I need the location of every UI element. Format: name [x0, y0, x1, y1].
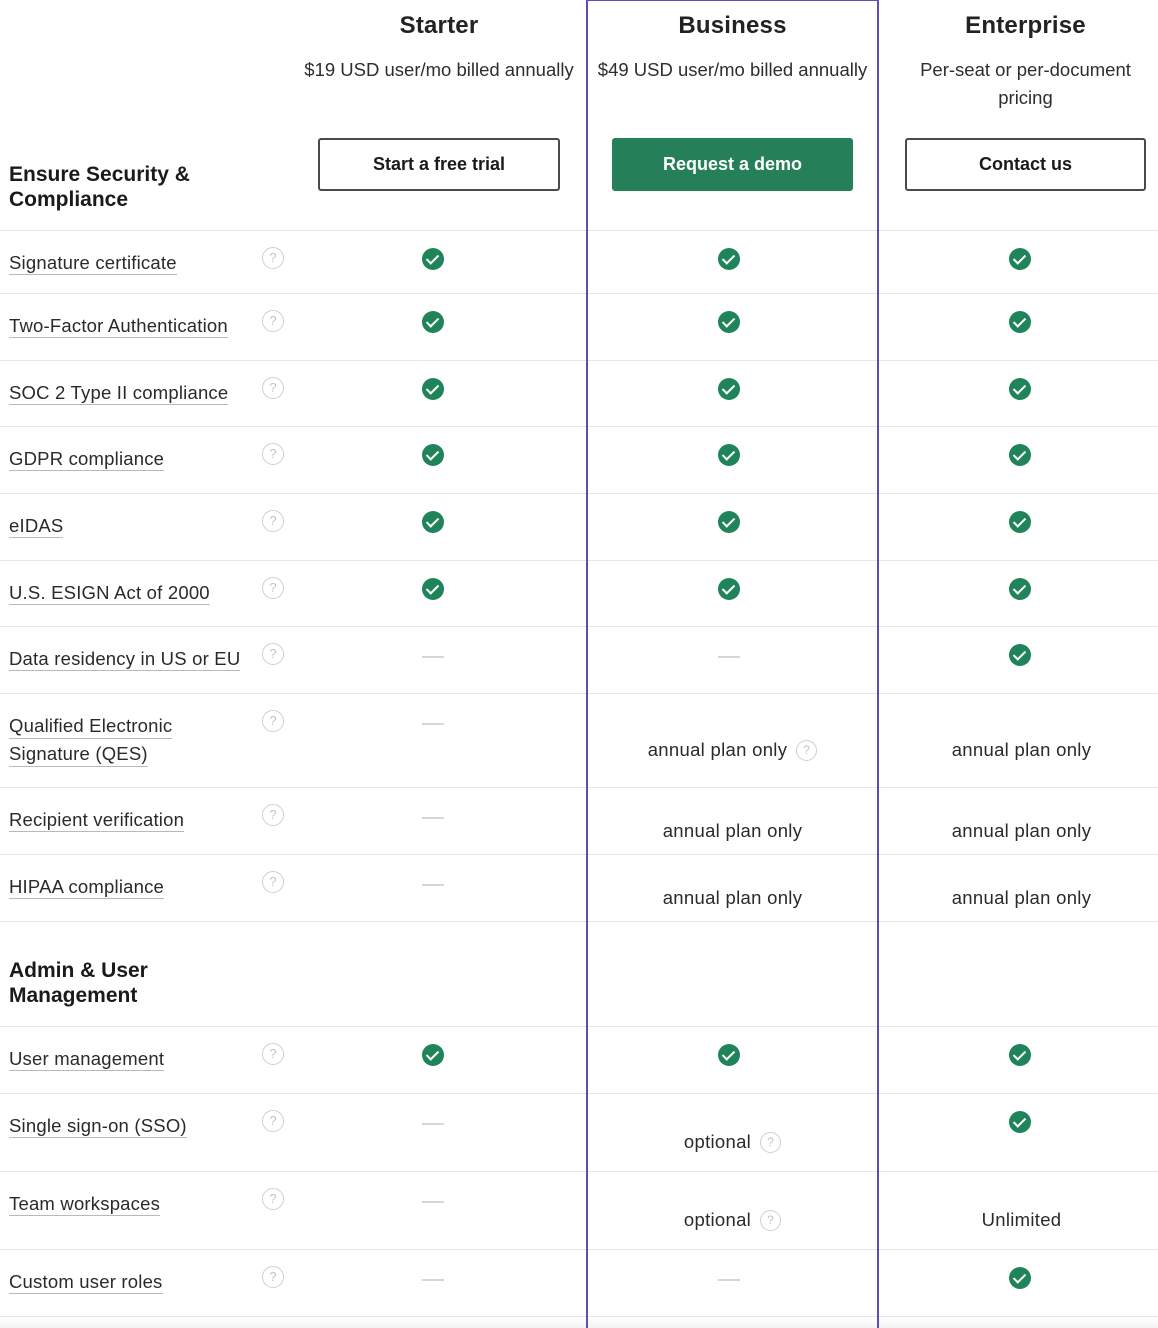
plan-cell [586, 294, 879, 360]
plan-cell [290, 1172, 582, 1249]
help-icon[interactable]: ? [262, 1110, 284, 1132]
feature-label-text[interactable]: Recipient verification [9, 809, 185, 830]
feature-label[interactable] [9, 1190, 254, 1218]
table-row [0, 1093, 1158, 1171]
table-row [0, 1026, 1158, 1093]
check-icon [718, 248, 740, 270]
feature-label-text[interactable]: U.S. ESIGN Act of 2000 [9, 582, 210, 603]
feature-label-text[interactable]: Custom user roles [9, 1271, 163, 1292]
start-free-trial-button[interactable]: Start a free trial [318, 138, 560, 191]
feature-label[interactable] [9, 806, 254, 834]
cell-text [648, 713, 818, 787]
plan-cell [879, 427, 1158, 493]
help-icon[interactable]: ? [262, 443, 284, 465]
check-icon [422, 311, 444, 333]
table-row [0, 560, 1158, 626]
cell-value: annual plan only [662, 819, 803, 841]
check-icon [1009, 1111, 1031, 1133]
check-icon [422, 248, 444, 270]
check-icon [1009, 1044, 1031, 1066]
bottom-divider [0, 1316, 1158, 1328]
check-icon [1009, 444, 1031, 466]
cell-value: annual plan only [662, 886, 803, 908]
help-icon[interactable]: ? [262, 710, 284, 732]
plan-cell [586, 1172, 879, 1249]
table-row [0, 493, 1158, 560]
plan-cell [879, 361, 1158, 426]
section-divider [0, 921, 1158, 922]
feature-label[interactable] [9, 512, 254, 540]
table-row [0, 230, 1158, 293]
cell-value: optional [683, 1131, 752, 1152]
check-icon [422, 578, 444, 600]
check-icon [422, 378, 444, 400]
cell-text [663, 807, 803, 854]
plan-cell [879, 231, 1158, 293]
table-row [0, 1171, 1158, 1249]
help-icon[interactable]: ? [262, 510, 284, 532]
help-icon[interactable]: ? [262, 577, 284, 599]
plan-cell [879, 627, 1158, 693]
plan-cell [879, 1027, 1158, 1093]
help-icon[interactable]: ? [262, 871, 284, 893]
table-row [0, 360, 1158, 426]
feature-label-text[interactable]: Qualified Electronic Signature (QES) [9, 715, 173, 764]
cell-text [982, 1191, 1062, 1249]
help-icon[interactable]: ? [262, 1188, 284, 1210]
check-icon [718, 578, 740, 600]
plan-cell [879, 1172, 1158, 1249]
dash-icon [718, 1279, 740, 1281]
check-icon [1009, 311, 1031, 333]
cell-text [952, 713, 1092, 787]
plan-cell [586, 1250, 879, 1316]
section-title-admin: Admin & User Management [9, 959, 148, 1007]
cell-value: annual plan only [951, 886, 1092, 908]
plan-header-starter [292, 0, 586, 200]
help-icon[interactable]: ? [796, 740, 817, 761]
feature-label[interactable] [9, 712, 254, 768]
plan-cell [879, 1250, 1158, 1316]
check-icon [1009, 644, 1031, 666]
table-row [0, 693, 1158, 787]
plan-cell [586, 1094, 879, 1171]
plan-cell [879, 694, 1158, 787]
plan-cell [290, 494, 582, 560]
dash-icon [422, 884, 444, 886]
cell-value: annual plan only [951, 819, 1092, 841]
plan-cell [290, 1027, 582, 1093]
help-icon[interactable]: ? [262, 247, 284, 269]
table-row [0, 293, 1158, 360]
plan-price: Per-seat or per-document pricing [920, 59, 1131, 108]
cell-value: annual plan only [647, 739, 788, 760]
dash-icon [422, 1201, 444, 1203]
plan-cell [586, 427, 879, 493]
table-row [0, 426, 1158, 493]
check-icon [718, 378, 740, 400]
check-icon [422, 511, 444, 533]
plan-header-enterprise [879, 0, 1158, 200]
feature-label[interactable] [9, 249, 254, 277]
table-row [0, 626, 1158, 693]
cell-text [952, 874, 1092, 921]
help-icon[interactable]: ? [262, 310, 284, 332]
check-icon [718, 1044, 740, 1066]
feature-label[interactable] [9, 873, 254, 901]
plan-cell [879, 1094, 1158, 1171]
plan-name: Business [678, 12, 787, 39]
dash-icon [422, 723, 444, 725]
plan-cell [290, 627, 582, 693]
cell-value: annual plan only [951, 739, 1092, 760]
plan-cell [290, 788, 582, 854]
plan-cell [879, 855, 1158, 921]
plan-cell [879, 561, 1158, 626]
plan-cell [290, 694, 582, 787]
check-icon [1009, 378, 1031, 400]
feature-label[interactable] [9, 1045, 254, 1073]
feature-label-text[interactable]: eIDAS [9, 515, 64, 536]
feature-label[interactable] [9, 379, 254, 407]
check-icon [1009, 511, 1031, 533]
plan-cell [586, 231, 879, 293]
plan-cell [290, 427, 582, 493]
plan-cell [879, 494, 1158, 560]
plan-cell [290, 1094, 582, 1171]
plan-cell [586, 788, 879, 854]
help-icon[interactable]: ? [262, 1266, 284, 1288]
plan-cell [586, 855, 879, 921]
check-icon [1009, 248, 1031, 270]
plan-price: $19 USD user/mo billed annually [304, 59, 574, 80]
plan-cell [586, 561, 879, 626]
feature-label[interactable] [9, 645, 254, 673]
plan-cell [290, 361, 582, 426]
feature-label[interactable] [9, 579, 254, 607]
cell-value: optional [683, 1209, 752, 1230]
plan-cell [879, 788, 1158, 854]
dash-icon [422, 656, 444, 658]
feature-label-text[interactable]: HIPAA compliance [9, 876, 165, 897]
plan-cell [586, 494, 879, 560]
help-icon[interactable]: ? [262, 804, 284, 826]
dash-icon [422, 1279, 444, 1281]
feature-label[interactable] [9, 1268, 254, 1296]
cell-text [684, 1191, 781, 1249]
plan-cell [586, 361, 879, 426]
plan-cell [290, 1250, 582, 1316]
check-icon [718, 311, 740, 333]
plan-cell [586, 1027, 879, 1093]
plan-cell [290, 855, 582, 921]
feature-label-text[interactable]: User management [9, 1048, 165, 1069]
plan-name: Starter [399, 12, 479, 39]
feature-label-text[interactable]: SOC 2 Type II compliance [9, 382, 229, 403]
section-title-security: Ensure Security & Compliance [9, 163, 190, 211]
feature-label-text[interactable]: Data residency in US or EU [9, 648, 241, 669]
dash-icon [422, 817, 444, 819]
plan-cell [290, 561, 582, 626]
check-icon [718, 444, 740, 466]
cell-value: Unlimited [981, 1209, 1062, 1230]
plan-cell [586, 627, 879, 693]
cell-text [952, 807, 1092, 854]
plan-header-business [586, 0, 879, 200]
plan-name: Enterprise [965, 12, 1086, 39]
plan-cell [879, 294, 1158, 360]
plan-cell [290, 294, 582, 360]
help-icon[interactable]: ? [262, 377, 284, 399]
contact-us-button[interactable]: Contact us [905, 138, 1146, 191]
feature-label-text[interactable]: Two-Factor Authentication [9, 315, 228, 336]
table-row [0, 787, 1158, 854]
table-row [0, 1249, 1158, 1316]
check-icon [1009, 1267, 1031, 1289]
plan-cell [586, 694, 879, 787]
cell-text [663, 874, 803, 921]
help-icon[interactable]: ? [262, 643, 284, 665]
feature-label-text[interactable]: Signature certificate [9, 252, 177, 273]
feature-label-text[interactable]: Single sign-on (SSO) [9, 1115, 187, 1136]
feature-label-text[interactable]: Team workspaces [9, 1193, 161, 1214]
feature-label-text[interactable]: GDPR compliance [9, 448, 165, 469]
request-demo-button[interactable]: Request a demo [612, 138, 853, 191]
feature-label[interactable] [9, 445, 254, 473]
cell-text [684, 1113, 781, 1171]
check-icon [1009, 578, 1031, 600]
dash-icon [422, 1123, 444, 1125]
check-icon [422, 444, 444, 466]
plan-cell [290, 231, 582, 293]
help-icon[interactable]: ? [760, 1132, 781, 1153]
plan-price: $49 USD user/mo billed annually [597, 59, 868, 80]
feature-label[interactable] [9, 1112, 254, 1140]
help-icon[interactable]: ? [262, 1043, 284, 1065]
help-icon[interactable]: ? [760, 1210, 781, 1231]
table-row [0, 854, 1158, 921]
dash-icon [718, 656, 740, 658]
feature-label[interactable] [9, 312, 254, 340]
check-icon [718, 511, 740, 533]
check-icon [422, 1044, 444, 1066]
